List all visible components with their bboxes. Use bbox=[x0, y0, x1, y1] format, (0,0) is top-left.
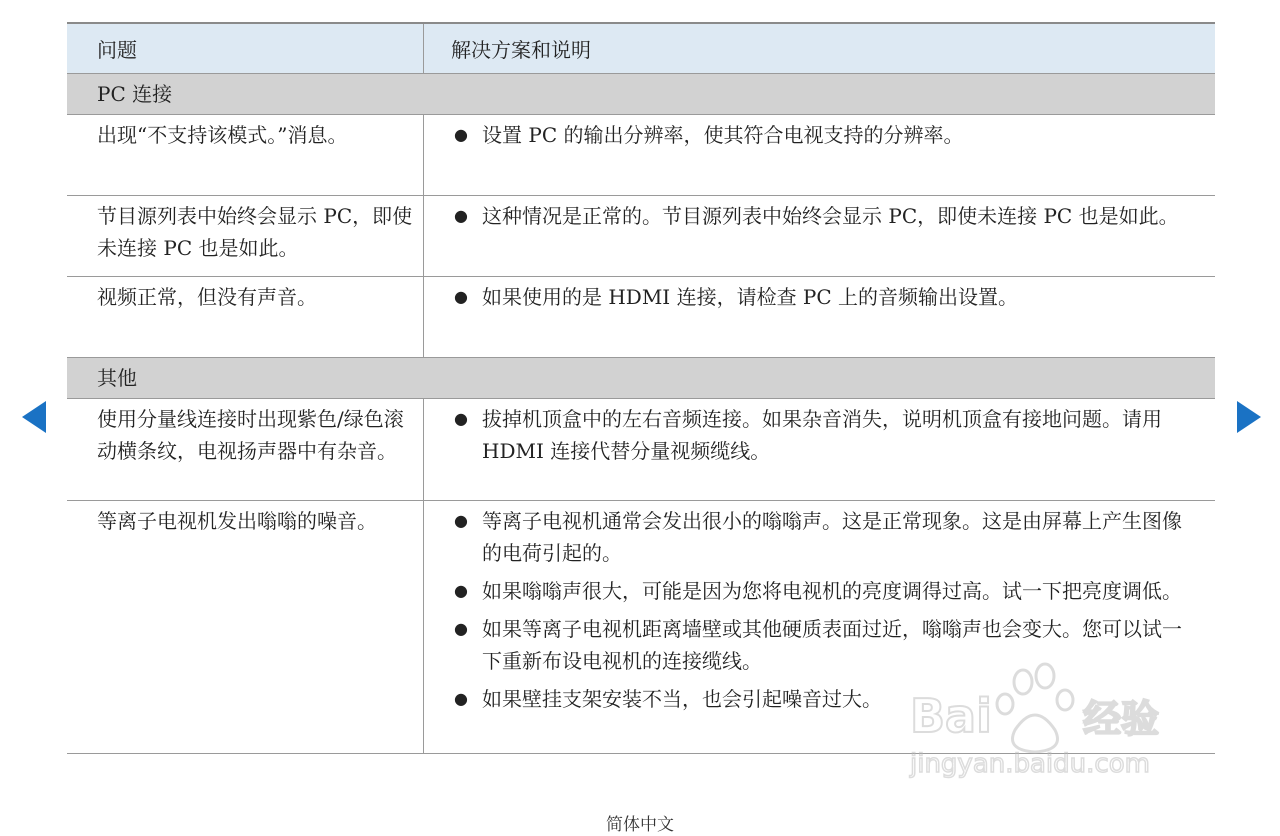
section-row-pc bbox=[67, 74, 1215, 115]
section-title: 其他 bbox=[97, 366, 137, 390]
section-row-other bbox=[67, 358, 1215, 399]
solution-item: ● 如果等离子电视机距离墙壁或其他硬质表面过近，嗡嗡声也会变大。您可以试一下重新布设电视机的连接缆线。 bbox=[452, 613, 1195, 677]
section-title: PC 连接 bbox=[97, 82, 173, 106]
problem-cell: 使用分量线连接时出现紫色/绿色滚动横条纹，电视扬声器中有杂音。 bbox=[67, 399, 424, 500]
svg-text:经验: 经验 bbox=[1083, 697, 1160, 741]
troubleshooting-table bbox=[67, 22, 1215, 754]
next-page-arrow-icon[interactable] bbox=[1237, 401, 1261, 433]
solution-cell bbox=[424, 196, 1215, 276]
svg-text:jingyan.baidu.com: jingyan.baidu.com bbox=[910, 749, 1150, 779]
solution-item: ● 设置 PC 的输出分辨率，使其符合电视支持的分辨率。 bbox=[452, 119, 1195, 151]
solution-item: ● 拔掉机顶盒中的左右音频连接。如果杂音消失，说明机顶盒有接地问题。请用 HDMI 连接代替分量视频缆线。 bbox=[452, 403, 1195, 467]
table-row bbox=[67, 115, 1215, 196]
solution-item: ● 如果嗡嗡声很大，可能是因为您将电视机的亮度调得过高。试一下把亮度调低。 bbox=[452, 575, 1195, 607]
baidu-watermark-logo bbox=[905, 660, 1205, 780]
solution-cell bbox=[424, 277, 1215, 357]
problem-cell: 节目源列表中始终会显示 PC，即使未连接 PC 也是如此。 bbox=[67, 196, 424, 276]
column-header-solution: 解决方案和说明 bbox=[451, 38, 591, 62]
table-row bbox=[67, 196, 1215, 277]
problem-cell: 等离子电视机发出嗡嗡的噪音。 bbox=[67, 501, 424, 753]
solution-item: ● 等离子电视机通常会发出很小的嗡嗡声。这是正常现象。这是由屏幕上产生图像的电荷引起的。 bbox=[452, 505, 1195, 569]
svg-text:Bai: Bai bbox=[910, 689, 992, 743]
solution-cell bbox=[424, 399, 1215, 500]
solution-item: ● 这种情况是正常的。节目源列表中始终会显示 PC，即使未连接 PC 也是如此。 bbox=[452, 200, 1195, 232]
previous-page-arrow-icon[interactable] bbox=[22, 401, 46, 433]
solution-item: ● 如果壁挂支架安装不当，也会引起噪音过大。 bbox=[452, 683, 1195, 715]
table-row bbox=[67, 277, 1215, 358]
problem-cell: 出现“不支持该模式。”消息。 bbox=[67, 115, 424, 195]
column-header-problem: 问题 bbox=[67, 24, 424, 73]
solution-item: ● 如果使用的是 HDMI 连接，请检查 PC 上的音频输出设置。 bbox=[452, 281, 1195, 313]
problem-cell: 视频正常，但没有声音。 bbox=[67, 277, 424, 357]
page-footer-language: 简体中文 bbox=[606, 815, 674, 835]
solution-cell bbox=[424, 115, 1215, 195]
table-header-row bbox=[67, 22, 1215, 74]
table-row bbox=[67, 399, 1215, 501]
